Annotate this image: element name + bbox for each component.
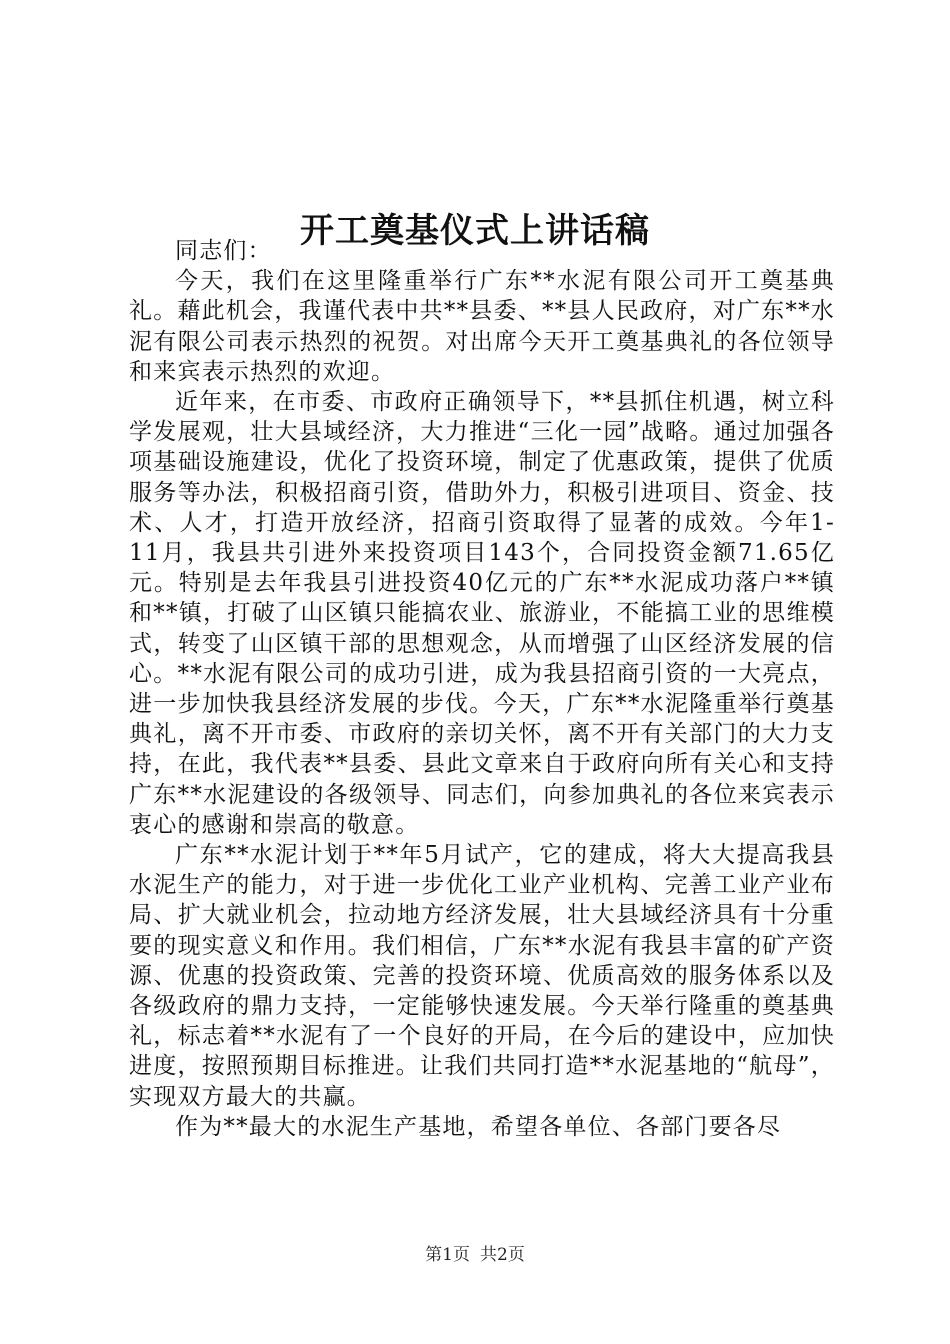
page-total: 共2页 — [480, 1245, 525, 1265]
paragraph-plan: 广东**水泥计划于**年5月试产，它的建成，将大大提高我县水泥生产的能力，对于进一步优化工业产业机构、完善工业产业布局、扩大就业机会，拉动地方经济发展，壮大县域经济具有十分重要的现实意义和作用。我们相信，广东**水泥有我县丰富的矿产资源、优惠的投资政策、完善的投资环境、优质高效的服务体系以及各级政府的鼎力支持，一定能够快速发展。今天举行隆重的奠基典礼，标志着**水泥有了一个良好的开局，在今后的建设中，应加快进度，按照预期目标推进。让我们共同打造**水泥基地的“航母”，实现双方最大的共赢。 — [129, 842, 835, 1110]
paragraph-opening: 今天，我们在这里隆重举行广东**水泥有限公司开工奠基典礼。藉此机会，我谨代表中共**县委、**县人民政府，对广东**水泥有限公司表示热烈的祝贺。对出席今天开工奠基典礼的各位领导和来宾表示热烈的欢迎。 — [129, 268, 835, 385]
page-footer — [0, 1243, 950, 1267]
paragraph-achievements: 近年来，在市委、市政府正确领导下，**县抓住机遇，树立科学发展观，壮大县域经济，大力推进“三化一园”战略。通过加强各项基础设施建设，优化了投资环境，制定了优惠政策，提供了优质服务等办法，积极招商引资，借助外力，积极引进项目、资金、技术、人才，打造开放经济，招商引资取得了显著的成效。今年1-11月，我县共引进外来投资项目143个，合同投资金额71.65亿元。特别是去年我县引进投资40亿元的广东**水泥成功落户**镇和**镇，打破了山区镇只能搞农业、旅游业，不能搞工业的思维模式，转变了山区镇干部的思想观念，从而增强了山区经济发展的信心。**水泥有限公司的成功引进，成为我县招商引资的一大亮点，进一步加快我县经济发展的步伐。今天，广东**水泥隆重举行奠基典礼，离不开市委、市政府的亲切关怀，离不开有关部门的大力支持，在此，我代表**县委、县此文章来自于政府向所有关心和支持广东**水泥建设的各级领导、同志们，向参加典礼的各位来宾表示衷心的感谢和崇高的敬意。 — [129, 389, 835, 838]
salutation: 同志们： — [175, 238, 272, 264]
paragraph-closing: 作为**最大的水泥生产基地，希望各单位、各部门要各尽 — [175, 1113, 782, 1140]
document-body — [129, 236, 835, 1142]
page-number: 第1页 — [425, 1245, 470, 1265]
document-title: 开工奠基仪式上讲话稿 — [300, 210, 650, 251]
